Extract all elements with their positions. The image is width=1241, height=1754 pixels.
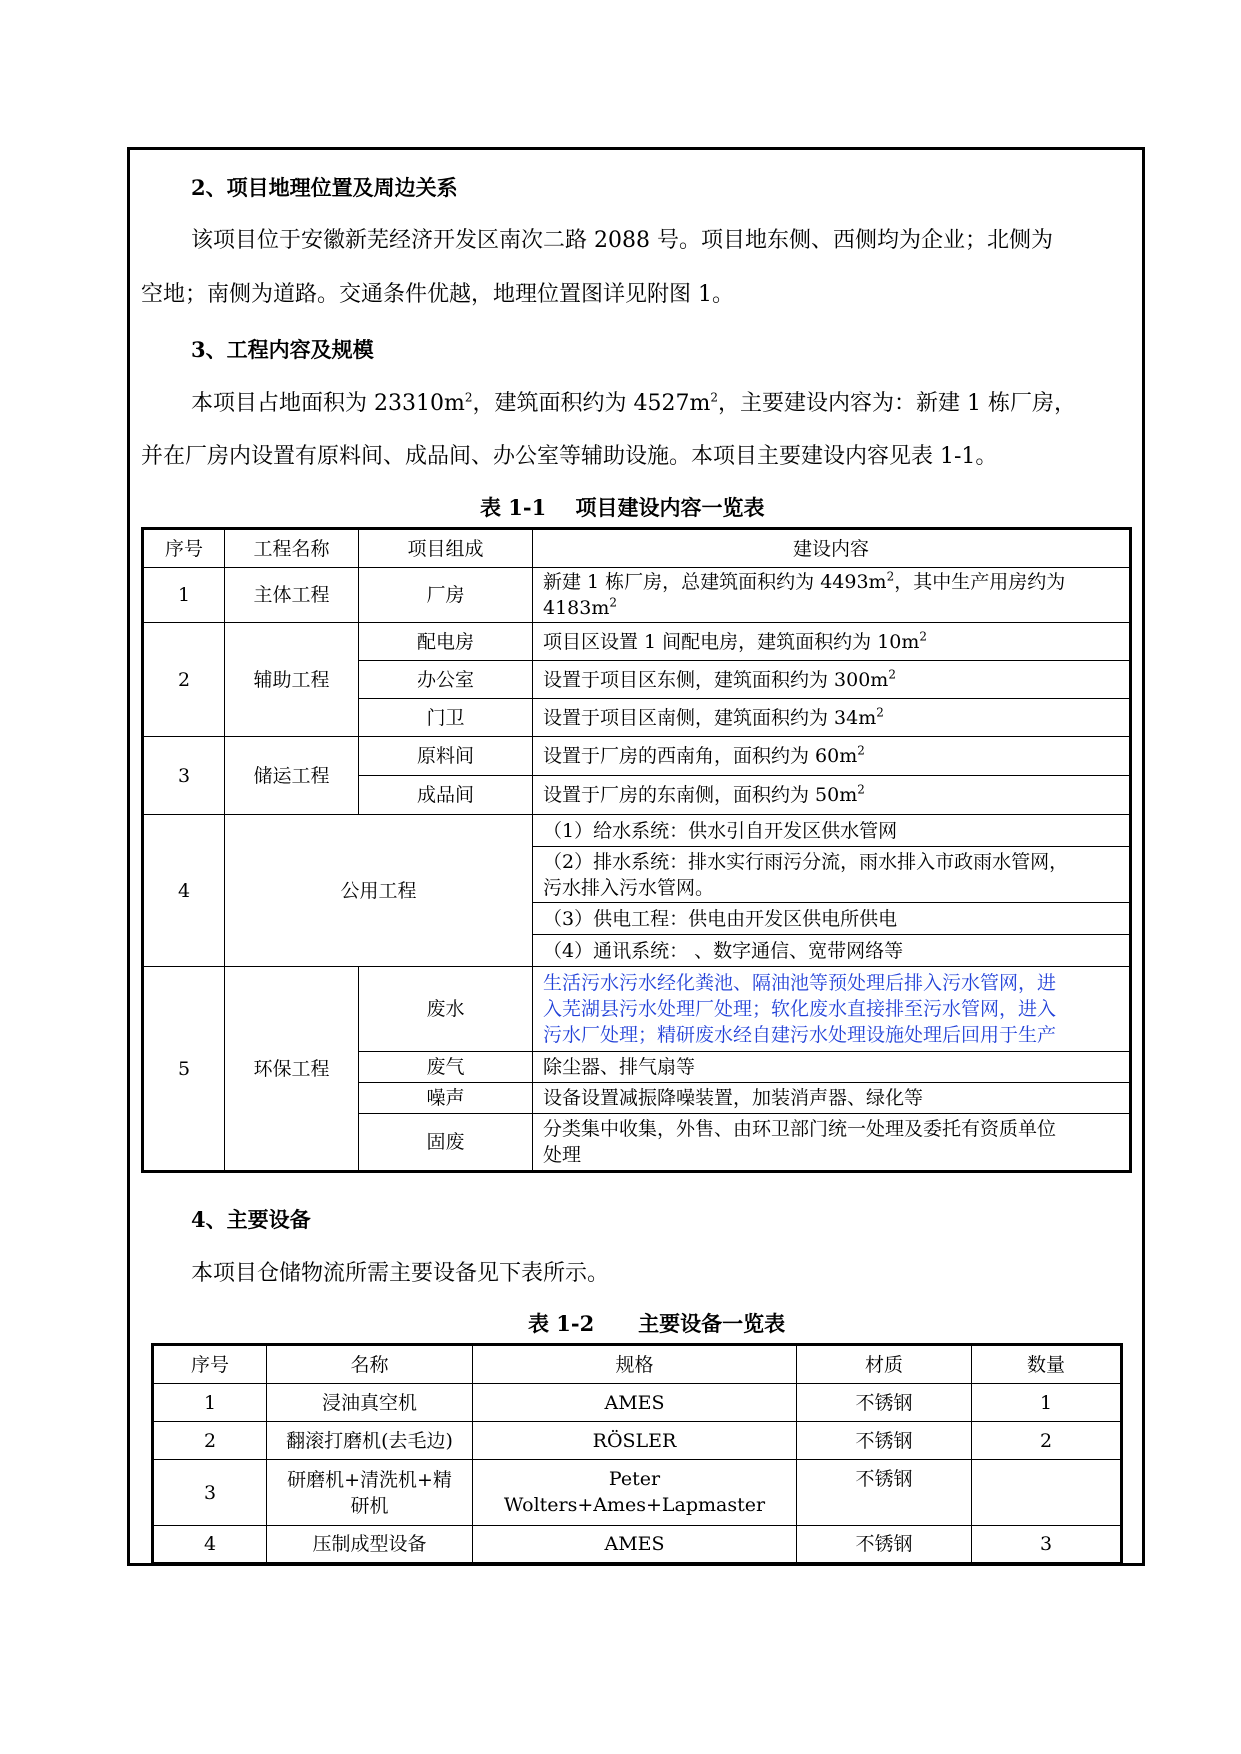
row-number: 5 xyxy=(143,967,225,1172)
equipment-quantity: 2 xyxy=(972,1422,1122,1460)
table-row xyxy=(143,623,1131,661)
project-part: 门卫 xyxy=(359,699,533,737)
col-header-content: 建设内容 xyxy=(533,529,1131,568)
table-row xyxy=(143,967,1131,1052)
project-name: 环保工程 xyxy=(225,967,359,1172)
equipment-spec: AMES xyxy=(473,1384,797,1422)
project-content: 设置于厂房的西南角，面积约为 $60m^2$ xyxy=(533,737,1131,776)
table-1-2-caption: 表 1-2 主要设备一览表 xyxy=(528,1311,786,1336)
equipment-name: 翻滚打磨机(去毛边) xyxy=(267,1422,473,1460)
col-header-name: 名称 xyxy=(267,1345,473,1384)
project-part: 成品间 xyxy=(359,776,533,815)
row-number: 3 xyxy=(143,737,225,815)
table-row xyxy=(143,568,1131,623)
equipment-name: 研磨机+清洗机+精 研机 xyxy=(267,1460,473,1526)
project-part: 办公室 xyxy=(359,661,533,699)
row-number: 1 xyxy=(143,568,225,623)
project-content: 分类集中收集，外售、由环卫部门统一处理及委托有资质单位 处理 xyxy=(533,1114,1131,1172)
col-header-no: 序号 xyxy=(153,1345,267,1384)
table-row xyxy=(153,1526,1122,1564)
project-part: 配电房 xyxy=(359,623,533,661)
project-name: 公用工程 xyxy=(225,815,533,967)
section-4-heading: 4、主要设备 xyxy=(191,1207,311,1232)
project-content: （3）供电工程：供电由开发区供电所供电 xyxy=(533,903,1131,935)
col-header-no: 序号 xyxy=(143,529,225,568)
project-content: 设置于项目区东侧，建筑面积约为 $300m^2$ xyxy=(533,661,1131,699)
project-part: 噪声 xyxy=(359,1083,533,1114)
project-name: 主体工程 xyxy=(225,568,359,623)
table-header-row xyxy=(153,1345,1122,1384)
col-header-spec: 规格 xyxy=(473,1345,797,1384)
table-row xyxy=(153,1422,1122,1460)
table-1-1-caption: 表 1-1 项目建设内容一览表 xyxy=(480,495,765,520)
row-number: 4 xyxy=(153,1526,267,1564)
col-header-material: 材质 xyxy=(797,1345,972,1384)
col-header-part: 项目组成 xyxy=(359,529,533,568)
row-number: 4 xyxy=(143,815,225,967)
project-content: 设备设置减振降噪装置，加装消声器、绿化等 xyxy=(533,1083,1131,1114)
table-row xyxy=(153,1384,1122,1422)
col-header-quantity: 数量 xyxy=(972,1345,1122,1384)
project-content-highlighted: 生活污水污水经化粪池、隔油池等预处理后排入污水管网，进 入芜湖县污水处理厂处理；软化废水直接排至污水管网，进入 污水厂处理；精研废水经自建污水处理设施处理后回用于生产 xyxy=(533,967,1131,1052)
col-header-name: 工程名称 xyxy=(225,529,359,568)
project-name: 储运工程 xyxy=(225,737,359,815)
project-content: 新建 1 栋厂房，总建筑面积约为 $4493m^2$，其中生产用房约为 $4183m^2$ xyxy=(533,568,1131,623)
table-row xyxy=(143,737,1131,776)
equipment-material: 不锈钢 xyxy=(797,1384,972,1422)
row-number: 2 xyxy=(143,623,225,737)
project-part: 废水 xyxy=(359,967,533,1052)
project-part: 废气 xyxy=(359,1052,533,1083)
project-part: 厂房 xyxy=(359,568,533,623)
project-part: 固废 xyxy=(359,1114,533,1172)
table-header-row xyxy=(143,529,1131,568)
section-4-para: 本项目仓储物流所需主要设备见下表所示。 xyxy=(191,1261,610,1286)
project-content: 设置于项目区南侧，建筑面积约为 $34m^2$ xyxy=(533,699,1131,737)
equipment-spec: RÖSLER xyxy=(473,1422,797,1460)
table-row xyxy=(143,815,1131,847)
project-content: （1）给水系统：供水引自开发区供水管网 xyxy=(533,815,1131,847)
equipment-material: 不锈钢 xyxy=(797,1526,972,1564)
project-content-table xyxy=(141,527,1132,1173)
project-content: 项目区设置 1 间配电房，建筑面积约为 $10m^2$ xyxy=(533,623,1131,661)
table-row xyxy=(153,1460,1122,1526)
project-content: （2）排水系统：排水实行雨污分流，雨水排入市政雨水管网， 污水排入污水管网。 xyxy=(533,847,1131,903)
row-number: 3 xyxy=(153,1460,267,1526)
row-number: 1 xyxy=(153,1384,267,1422)
row-number: 2 xyxy=(153,1422,267,1460)
equipment-spec: AMES xyxy=(473,1526,797,1564)
project-part: 原料间 xyxy=(359,737,533,776)
equipment-quantity xyxy=(972,1460,1122,1526)
project-content: 除尘器、排气扇等 xyxy=(533,1052,1131,1083)
equipment-quantity: 3 xyxy=(972,1526,1122,1564)
project-name: 辅助工程 xyxy=(225,623,359,737)
section-3-heading: 3、工程内容及规模 xyxy=(191,337,374,362)
section-3-para-line1: 本项目占地面积为 $23310m^2$，建筑面积约为 $4527m^2$，主要建设内容为：新建 1 栋厂房， xyxy=(191,390,1076,416)
section-2-para-line1: 该项目位于安徽新芜经济开发区南次二路 2088 号。项目地东侧、西侧均为企业；北侧为 xyxy=(191,228,1053,253)
equipment-material: 不锈钢 xyxy=(797,1460,972,1526)
project-content: 设置于厂房的东南侧，面积约为 $50m^2$ xyxy=(533,776,1131,815)
section-3-para-line2: 并在厂房内设置有原料间、成品间、办公室等辅助设施。本项目主要建设内容见表 1-1。 xyxy=(141,444,998,469)
equipment-material: 不锈钢 xyxy=(797,1422,972,1460)
equipment-name: 压制成型设备 xyxy=(267,1526,473,1564)
equipment-spec: Peter Wolters+Ames+Lapmaster xyxy=(473,1460,797,1526)
project-content: （4）通讯系统： 、数字通信、宽带网络等 xyxy=(533,935,1131,967)
section-2-heading: 2、项目地理位置及周边关系 xyxy=(191,175,458,200)
equipment-table xyxy=(151,1343,1123,1565)
section-2-para-line2: 空地；南侧为道路。交通条件优越，地理位置图详见附图 1。 xyxy=(141,282,734,307)
equipment-name: 浸油真空机 xyxy=(267,1384,473,1422)
equipment-quantity: 1 xyxy=(972,1384,1122,1422)
